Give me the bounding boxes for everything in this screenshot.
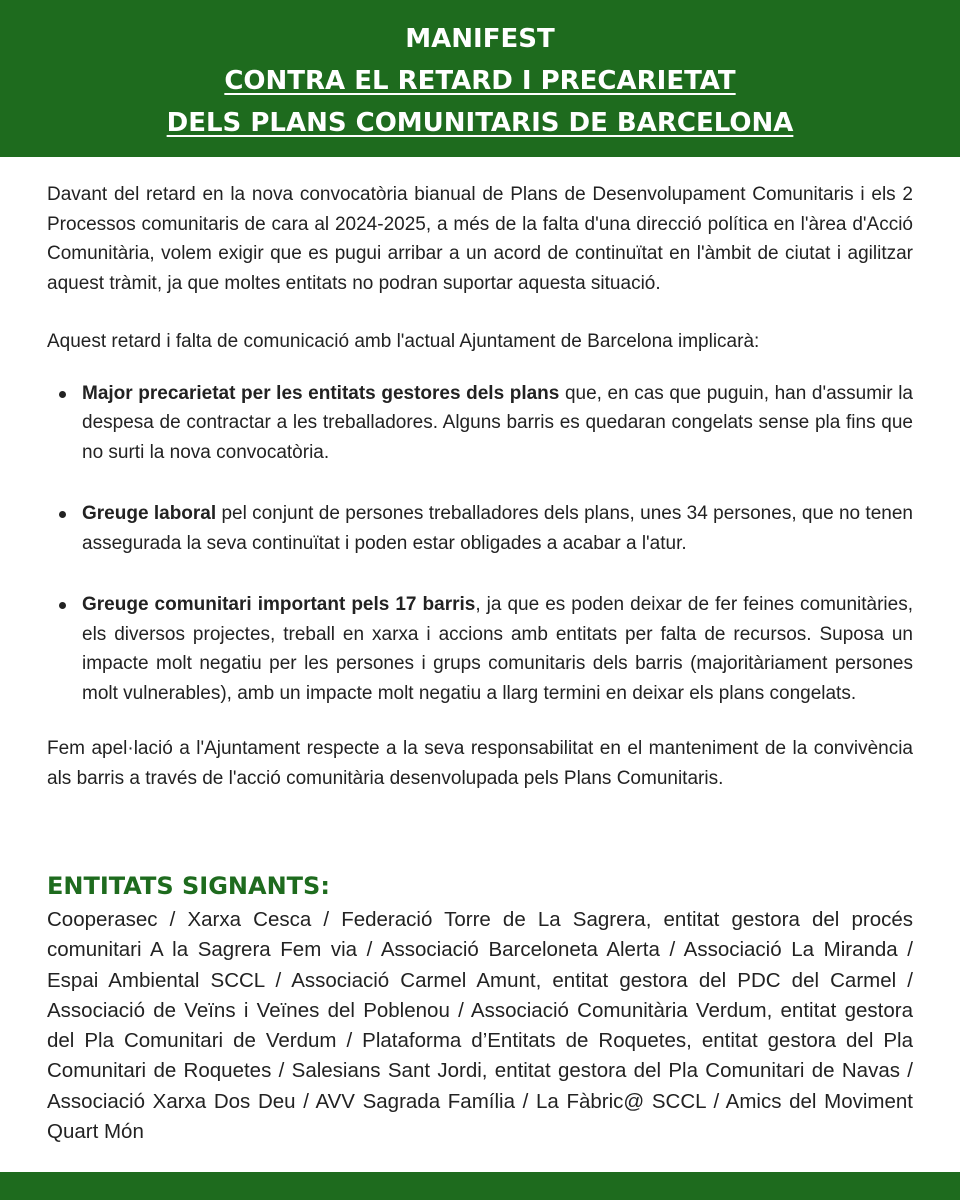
bullet-bold-text: Greuge laboral (82, 503, 217, 524)
closing-paragraph: Fem apel·lació a l'Ajuntament respecte a la seva responsabilitat en el manteniment de la convivència als barris a través de l'acció comunitària desenvolupada pels Plans Comunitaris. (47, 738, 913, 789)
signatories-list: Cooperasec / Xarxa Cesca / Federació Torre de La Sagrera, entitat gestora del procés comunitari A la Sagrera Fem via / Associació Barceloneta Alerta / Associació La Miranda / Espai Ambiental SCCL / Associació Carmel Amunt, entitat gestora del PDC del Carmel / Associació de Veïns i Veïnes del Poblenou / Associació Comunitària Verdum, entitat gestora del Pla Comunitari de Verdum / Plataforma d’Entitats de Roquetes, entitat gestora del Pla Comunitari de Roquetes / Salesians Sant Jordi, entitat gestora del Pla Comunitari de Navas / Associació Xarxa Dos Deu / AVV Sagrada Família / La Fàbric@ SCCL / Amics del Moviment Quart Món (47, 908, 913, 1144)
manifest-title: MANIFEST (405, 24, 555, 54)
bullet-icon (59, 391, 66, 398)
list-item (47, 590, 913, 708)
bullet-text: pel conjunt de persones treballadores dels plans, unes 34 persones, que no tenen assegurada la seva continuïtat i poden estar obligades a acabar a l'atur. (82, 503, 913, 554)
header-banner (0, 0, 960, 157)
bullet-icon (59, 602, 66, 609)
implications-lead: Aquest retard i falta de comunicació amb l'actual Ajuntament de Barcelona implicarà: (47, 331, 760, 352)
bullet-bold-text: Major precarietat per les entitats gestores dels plans (82, 382, 560, 404)
implications-list (47, 379, 913, 709)
list-item (47, 379, 913, 468)
intro-paragraph: Davant del retard en la nova convocatòria bianual de Plans de Desenvolupament Comunitaris i els 2 Processos comunitaris de cara al 2024-2025, a més de la falta d'una direcció política en l'àrea d'Acció Comunitària, volem exigir que es pugui arribar a un acord de continuïtat en l'àmbit de ciutat i agilitzar aquest tràmit, ja que moltes entitats no podran suportar aquesta situació. (47, 184, 913, 294)
signatories-heading: ENTITATS SIGNANTS: (47, 872, 330, 900)
footer-bar (0, 1172, 960, 1200)
manifest-subtitle-line2: DELS PLANS COMUNITARIS DE BARCELONA (166, 108, 794, 138)
list-item (47, 499, 913, 558)
manifest-body (47, 180, 913, 793)
manifest-subtitle-line1: CONTRA EL RETARD I PRECARIETAT (224, 66, 736, 96)
bullet-text: , ja que es poden deixar de fer feines comunitàries, els diversos projectes, treball en xarxa i accions amb entitats per falta de recursos. Suposa un impacte molt negatiu per les persones i grups comunitaris dels barris (majoritàriament persones molt vulnerables), amb un impacte molt negatiu a llarg termini en deixar els plans congelats. (82, 594, 913, 704)
bullet-text: que, en cas que puguin, han d'assumir la despesa de contractar a les treballadores. Alguns barris es quedaran congelats sense pla fins que no surti la nova convocatòria. (82, 382, 913, 463)
bullet-bold-text: Greuge comunitari important pels 17 barris (82, 594, 476, 615)
bullet-icon (59, 511, 66, 518)
